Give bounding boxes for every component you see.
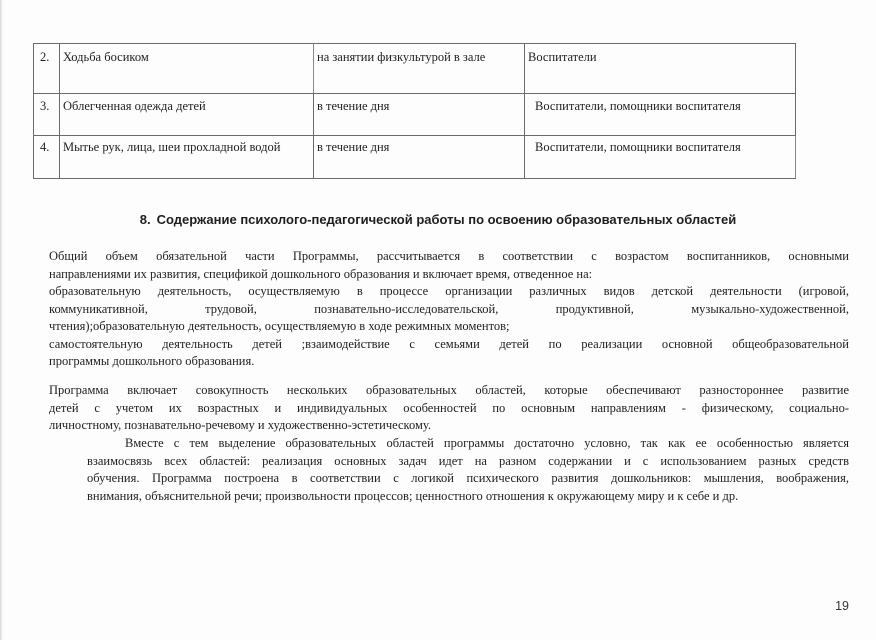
activity-time: в течение дня bbox=[314, 94, 525, 136]
text-line: чтения);образовательную деятельность, осуществляемую в ходе режимных моментов; bbox=[49, 319, 510, 333]
activity-name: Мытье рук, лица, шеи прохладной водой bbox=[60, 136, 314, 179]
table-row bbox=[34, 94, 796, 136]
text-line: программы дошкольного образования. bbox=[49, 354, 255, 368]
page-number: 19 bbox=[835, 599, 849, 613]
activity-name: Ходьба босиком bbox=[60, 44, 314, 94]
scan-edge bbox=[0, 0, 3, 640]
paragraph-educational-areas bbox=[49, 382, 849, 435]
section-title: Содержание психолого-педагогической работы по освоению образовательных областей bbox=[156, 212, 737, 227]
table-row bbox=[34, 136, 796, 179]
row-number: 4. bbox=[34, 136, 60, 179]
text-line: Вместе с тем выделение образовательных областей программы достаточно условно, так как ее особенностью является bbox=[125, 436, 849, 450]
paragraph-program-volume bbox=[49, 248, 849, 371]
text-line: направлениями их развития, спецификой дошкольного образования и включает время, отведенное на: bbox=[49, 266, 593, 281]
responsible-staff: Воспитатели bbox=[525, 44, 796, 94]
row-number: 2. bbox=[34, 44, 60, 94]
activity-time: в течение дня bbox=[314, 136, 525, 179]
text-line: Общий объем обязательной части Программы, рассчитывается в соответствии с возрастом воспитанников, основными bbox=[49, 249, 849, 263]
hardening-activities-table bbox=[33, 43, 796, 179]
row-number: 3. bbox=[34, 94, 60, 136]
paragraph-interrelation bbox=[49, 435, 849, 505]
text-line: личностному, познавательно-речевому и художественно-эстетическому. bbox=[49, 418, 432, 432]
text-line: Программа включает совокупность нескольких образовательных областей, которые обеспечивают разностороннее развитие bbox=[49, 383, 849, 397]
text-line: обучения. Программа построена в соответствии с логикой психического развития дошкольников: мышления, воображения, bbox=[87, 471, 849, 485]
responsible-staff: Воспитатели, помощники воспитателя bbox=[525, 94, 796, 136]
section-heading bbox=[0, 212, 876, 227]
section-number: 8. bbox=[139, 212, 151, 227]
table-row bbox=[34, 44, 796, 94]
activity-name: Облегченная одежда детей bbox=[60, 94, 314, 136]
text-line: самостоятельную деятельность детей ;взаимодействие с семьями детей по реализации основной общеобразовательной bbox=[49, 336, 849, 351]
text-line: коммуникативной, трудовой, познавательно-исследовательской, продуктивной, музыкально-художественной, bbox=[49, 301, 849, 316]
activity-time: на занятии физкультурой в зале bbox=[314, 44, 525, 94]
text-line: взаимосвязь всех областей: реализация основных задач идет на разном содержании и с использованием разных средств bbox=[87, 453, 849, 468]
responsible-staff: Воспитатели, помощники воспитателя bbox=[525, 136, 796, 179]
text-line: детей с учетом их возрастных и индивидуальных особенностей по основным направлениям - физическому, социально- bbox=[49, 400, 849, 415]
text-line: образовательную деятельность, осуществляемую в процессе организации различных видов детской деятельности (игровой, bbox=[49, 284, 849, 298]
text-line: внимания, объяснительной речи; произвольности процессов; ценностного отношения к окружающему миру и к себе и др. bbox=[87, 488, 739, 503]
